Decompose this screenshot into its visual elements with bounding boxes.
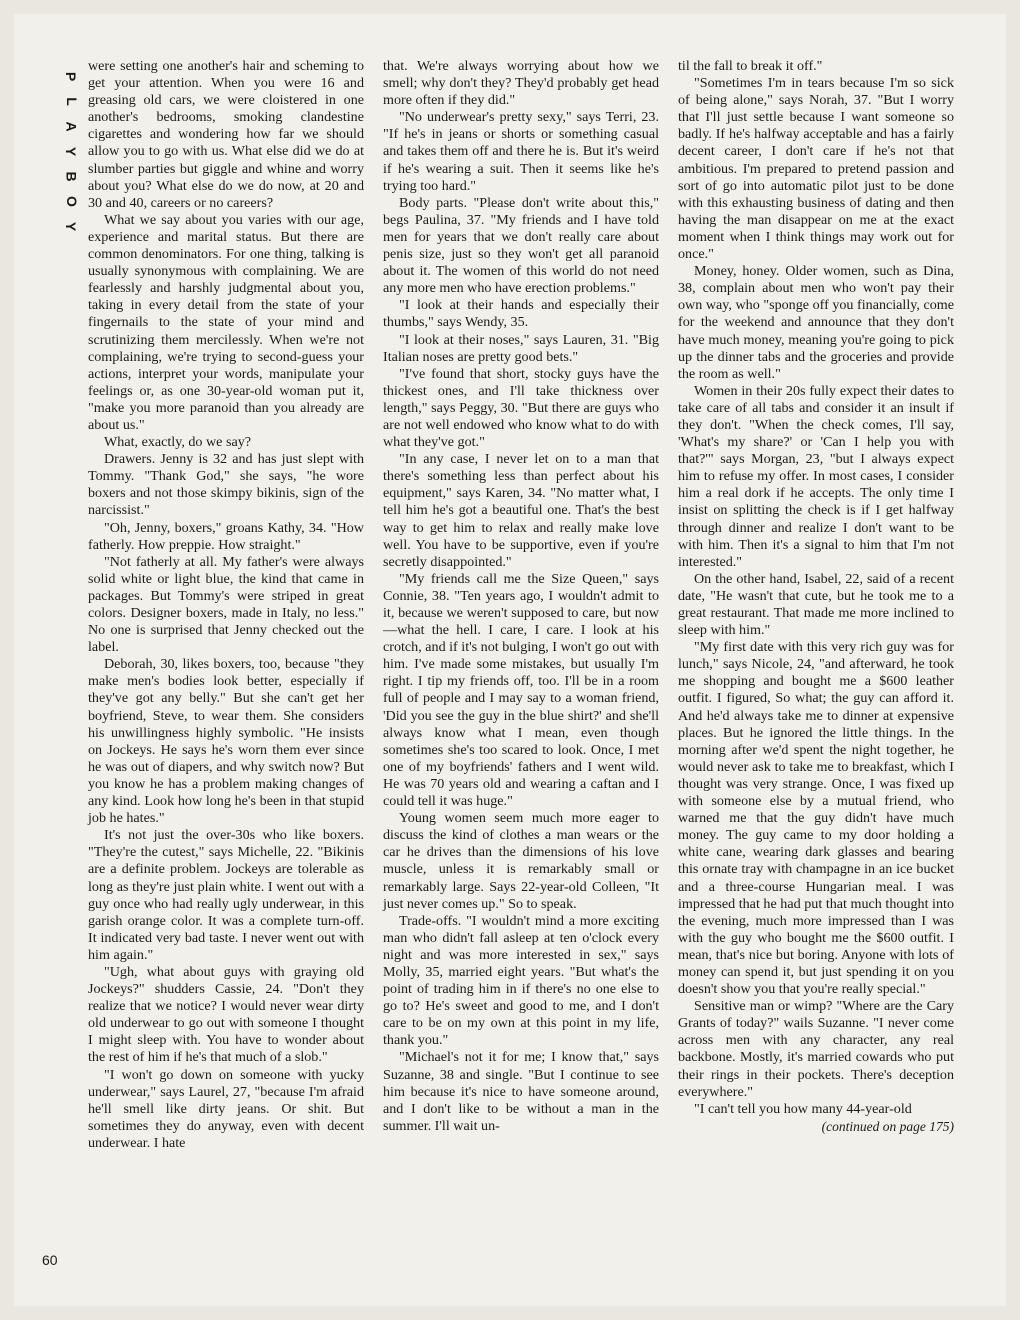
paragraph: "Oh, Jenny, boxers," groans Kathy, 34. "How fatherly. How preppie. How straight." [88,519,364,553]
paragraph: Sensitive man or wimp? "Where are the Cary Grants of today?" wails Suzanne. "I never come across men with any character, any real backbone. Mostly, it's married cowards who put their rings in their pockets. There's deception everywhere." [678,998,954,1100]
text-column-3 [678,58,954,1135]
paragraph: til the fall to break it off." [678,58,823,74]
spine-letter: B [63,171,80,182]
paragraph: What, exactly, do we say? [104,434,252,451]
continued-note: (continued on page 175) [821,1118,954,1134]
spine-letter: L [63,97,80,106]
paragraph: "My friends call me the Size Queen," says Connie, 38. "Ten years ago, I wouldn't admit to it, because we weren't supposed to care, but now—what the hell. I care, I care. I look at his crotch, and if it's not bulging, I won't go out with him. I've made some mistakes, but usually I'm right. I tip my friends off, too. I'll be in a room full of people and I may say to a woman friend, 'Did you see the guy in the blue shirt?' and she'll always know what I mean, even though sometimes she's too scared to look. Once, I met one of my boyfriends' fathers and I went wild. He was 70 years old and wearing a caftan and I could tell it was huge." [383,570,659,810]
paragraph: On the other hand, Isabel, 22, said of a recent date, "He wasn't that cute, but he took me to a great restaurant. That made me more inclined to sleep with him." [678,570,954,639]
paragraph: "I look at their hands and especially their thumbs," says Wendy, 35. [383,297,659,331]
spine-letter: A [63,121,80,132]
paragraph: were setting one another's hair and scheming to get your attention. When you were 16 and greasing old cars, we were cloistered in one another's bedrooms, smoking clandestine cigarettes and wondering how far we should allow you to go with us. What else did we do at slumber parties but giggle and whine and worry about you? What else do we do now, at 20 and 30 and 40, careers or no careers? [88,58,364,211]
paragraph: "Not fatherly at all. My father's were always solid white or light blue, the kind that came in packages. But Tommy's were striped in great colors. Designer boxers, made in Italy, no less." No one is surprised that Jenny checked out the label. [88,553,364,656]
paragraph: "I won't go down on someone with yucky underwear," says Laurel, 27, "because I'm afraid he'll smell like dirty jeans. Or shit. But sometimes they do anyway, even with decent underwear. I hate [88,1066,364,1151]
paragraph: Money, honey. Older women, such as Dina, 38, complain about men who won't pay their own way, who "sponge off you financially, come for the weekend and announce that they don't have much money, meaning you're going to pick up the dinner tabs and the groceries and provide the room as well." [678,263,954,382]
paragraph: Body parts. "Please don't write about this," begs Paulina, 37. "My friends and I have told men for years that we don't really care about penis size, just so they won't get all paranoid about it. The women of this world do not need any more men who have erection problems." [383,194,659,297]
spine-letter: O [63,196,80,207]
spine-letter: Y [63,146,80,157]
paragraph: that. We're always worrying about how we smell; why don't they? They'd probably get head more often if they did." [383,58,659,109]
page-number: 60 [42,1252,58,1268]
paragraph: "I can't tell you how many 44-year-old [694,1100,912,1117]
text-column-1 [88,58,364,1152]
paragraph: It's not just the over-30s who like boxers. "They're the cutest," says Michelle, 22. "Bikinis are a definite problem. Jockeys are tolerable as long as they're just plain white. I went out with a guy once who had really ugly underwear, in this garish orange color. It was a complete turn-off. It indicated very bad taste. I never went out with him again." [88,827,364,963]
spine-letter: Y [63,221,80,232]
paragraph: What we say about you varies with our age, experience and marital status. But there are common denominators. For one thing, talking is usually synonymous with complaining. We are fearlessly and harshly judgmental about you, taking in every detail from the state of your fingernails to the state of your mind and scrutinizing them mercilessly. When we're not complaining, we're trying to second-guess your actions, interpret your words, manipulate your feelings or, as one 30-year-old woman put it, "make you more paranoid than you already are about us." [88,211,364,433]
paragraph: Young women seem much more eager to discuss the kind of clothes a man wears or the car he drives than the dimensions of his love muscle, unless it is remarkably small or remarkably large. Says 22-year-old Colleen, "It just never comes up." So to speak. [383,810,659,912]
paragraph: Deborah, 30, likes boxers, too, because "they make men's bodies look better, especially if they've got any belly." But she can't get her boyfriend, Steve, to wear them. She considers his unwillingness highly symbolic. "He insists on Jockeys. He says he's worn them ever since he was out of diapers, and why switch now? But you know he has a problem making changes of any kind. Look how long he's been in that stupid job he hates." [88,656,364,827]
paragraph: "Ugh, what about guys with graying old Jockeys?" shudders Cassie, 24. "Don't they realize that we notice? I would never wear dirty old underwear to go out with someone I thought I might sleep with. You have to wonder about the rest of him if he's that much of a slob." [88,963,364,1066]
paragraph: "I've found that short, stocky guys have the thickest ones, and I'll take thickness over length," says Peggy, 30. "But there are guys who are not well endowed who know what to do with what they've got." [383,365,659,451]
paragraph: Trade-offs. "I wouldn't mind a more exciting man who didn't fall asleep at ten o'clock every night and was more interested in sex," says Molly, 35, married eight years. "But what's the point of trading him in if there's no one else to go to? He's sweet and good to me, and I don't care to be on my own at this point in my life, thank you." [383,912,659,1049]
paragraph: "Michael's not it for me; I know that," says Suzanne, 38 and single. "But I continue to see him because it's nice to have someone around, and I don't like to be without a man in the summer. I'll wait un- [383,1049,659,1134]
spine-title [60,64,82,239]
text-column-2 [383,58,659,1135]
paragraph: "In any case, I never let on to a man that there's something less than perfect about his equipment," says Karen, 34. "No matter what, I tell him he's got a beautiful one. That's the best way to get him to relax and really make love well. You have to be supportive, even if you're secretly disappointed." [383,451,659,570]
paragraph: "My first date with this very rich guy was for lunch," says Nicole, 24, "and afterward, he took me shopping and bought me a $600 leather outfit. I figured, So what; the guy can afford it. And he'd always take me to dinner at expensive places. But he ignored the little things. In the morning after we'd spent the night together, he would never ask to take me to breakfast, which I thought was very strange. Once, I was fixed up with someone else by a mutual friend, who warned me that the guy didn't have much money. The guy came to my door holding a white cane, wearing dark glasses and bearing this ornate tray with champagne in an ice bucket and a three-course Hungarian meal. I was impressed that he had put that much thought into the evening, much more impressed than I was with the guy who bought me the $600 outfit. I mean, that's nice but boring. Anyone with lots of money can spend it, but just spending it on you doesn't show you that you're really special." [678,639,954,998]
spine-letter: P [63,71,80,82]
paragraph: Women in their 20s fully expect their dates to take care of all tabs and consider it an insult if they don't. "When the check comes, I'll say, 'What's my share?' or 'Can I help you with that?'" says Morgan, 23, "but I always expect him to refuse my offer. In most cases, I consider him a real dork if he accepts. The only time I insist on splitting the check is if I get halfway through dinner and realize I don't want to be with him. Then it's a signal to him that I'm not interested." [678,382,954,570]
paragraph: "Sometimes I'm in tears because I'm so sick of being alone," says Norah, 37. "But I worry that I'll just settle because I want someone so badly. If he's halfway acceptable and has a fairly decent career, I don't care if he's not that ambitious. I'm prepared to pretend passion and sort of go into automatic pilot just to be done with this exhausting business of dating and then having the man disappear on me at the exact moment when I think things may work out for once." [678,75,954,263]
paragraph: "I look at their noses," says Lauren, 31. "Big Italian noses are pretty good bets." [383,331,659,365]
paragraph: Drawers. Jenny is 32 and has just slept with Tommy. "Thank God," she says, "he wore boxers and not those skimpy bikinis, sign of the narcissist." [88,451,364,519]
paragraph: "No underwear's pretty sexy," says Terri, 23. "If he's in jeans or shorts or something casual and takes them off and there he is. But it's weird if he's wearing a suit. Then it seems like he's trying too hard." [383,109,659,194]
